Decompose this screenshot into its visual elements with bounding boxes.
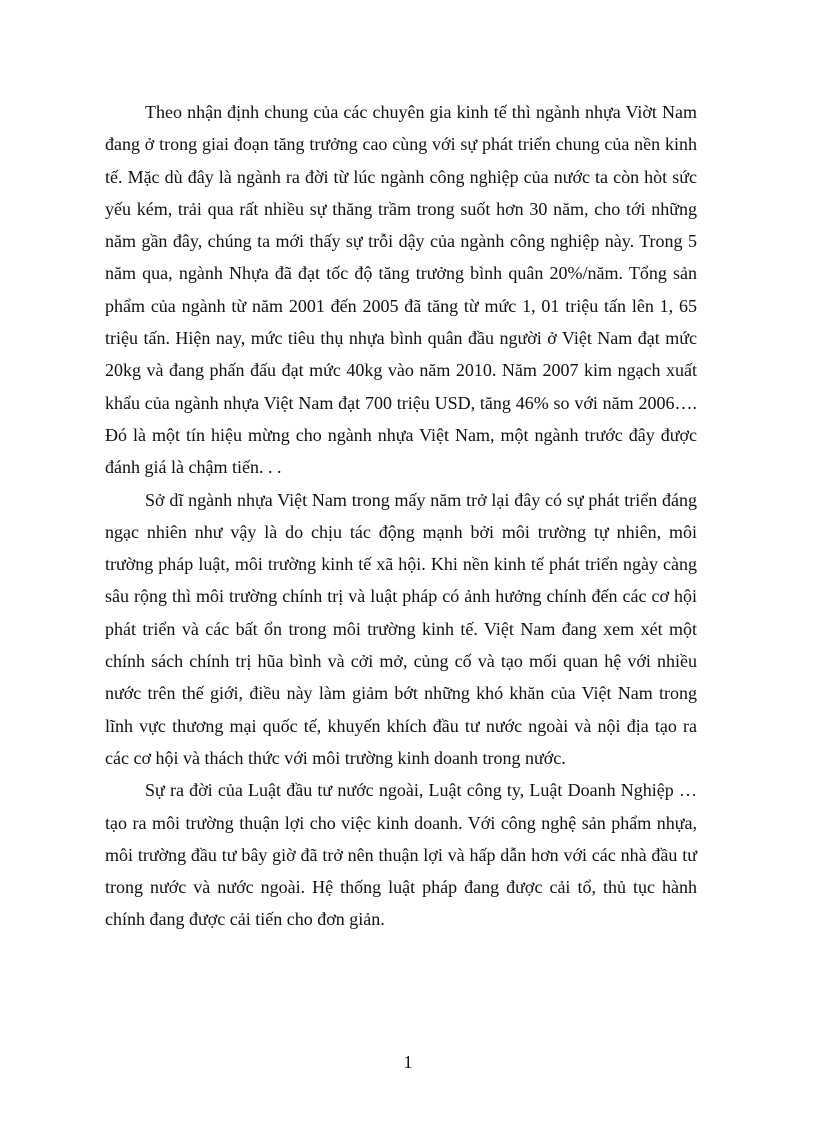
body-text (105, 96, 697, 936)
paragraph-legal-framework: Sự ra đời của Luật đầu tư nước ngoài, Luật công ty, Luật Doanh Nghiệp …tạo ra môi trường thuận lợi cho việc kinh doanh. Với công nghệ sản phẩm nhựa, môi trường đầu tư bây giờ đã trở nên thuận lợi và hấp dẫn hơn với các nhà đầu tư trong nước và nước ngoài. Hệ thống luật pháp đang được cải tổ, thủ tục hành chính đang được cải tiến cho đơn giản. (105, 780, 697, 930)
paragraph-plastics-growth: Theo nhận định chung của các chuyên gia kinh tế thì ngành nhựa Viờt Nam đang ở trong giai đoạn tăng trưởng cao cùng với sự phát triển chung của nền kinh tế. Mặc dù đây là ngành ra đời từ lúc ngành công nghiệp của nước ta còn hòt sức yếu kém, trải qua rất nhiều sự thăng trầm trong suốt hơn 30 năm, cho tới những năm gần đây, chúng ta mới thấy sự trỗi dậy của ngành công nghiệp này. Trong 5 năm qua, ngành Nhựa đã đạt tốc độ tăng trưởng bình quân 20%/năm. Tổng sản phẩm của ngành từ năm 2001 đến 2005 đã tăng từ mức 1, 01 triệu tấn lên 1, 65 triệu tấn. Hiện nay, mức tiêu thụ nhựa bình quân đầu người ở Việt Nam đạt mức 20kg và đang phấn đấu đạt mức 40kg vào năm 2010. Năm 2007 kim ngạch xuất khẩu của ngành nhựa Việt Nam đạt 700 triệu USD, tăng 46% so với năm 2006…. Đó là một tín hiệu mừng cho ngành nhựa Việt Nam, một ngành trước đây được đánh giá là chậm tiến. . . (105, 102, 697, 478)
page-number: 1 (403, 1052, 413, 1072)
paragraph-environment-factors: Sở dĩ ngành nhựa Việt Nam trong mấy năm trở lại đây có sự phát triển đáng ngạc nhiên như vậy là do chịu tác động mạnh bởi môi trường tự nhiên, môi trường pháp luật, môi trường kinh tế xã hội. Khi nền kinh tế phát triển ngày càng sâu rộng thì môi trường chính trị và luật pháp có ảnh hưởng chính đến các cơ hội phát triển và các bất ổn trong môi trường kinh tế. Việt Nam đang xem xét một chính sách chính trị hũa bình và cởi mở, củng cố và tạo mối quan hệ với nhiều nước trên thế giới, điều này làm giảm bớt những khó khăn của Việt Nam trong lĩnh vực thương mại quốc tế, khuyến khích đầu tư nước ngoài và nội địa tạo ra các cơ hội và thách thức với môi trường kinh doanh trong nước. (105, 489, 697, 768)
